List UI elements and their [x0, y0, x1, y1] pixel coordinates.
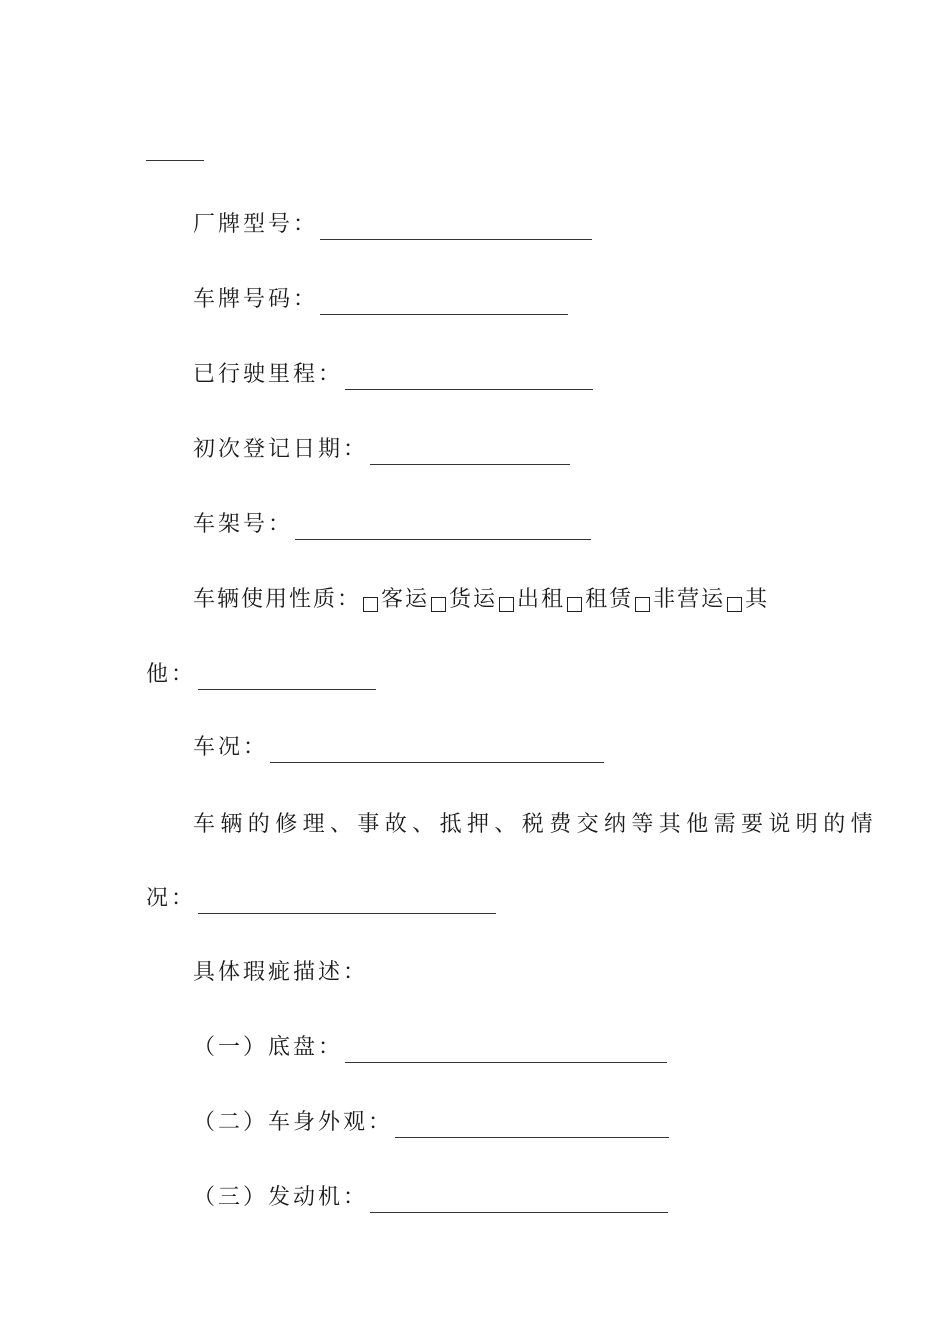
defect-chassis-label: （一）底盘：	[193, 1035, 344, 1060]
plate-number-label: 车牌号码：	[193, 287, 319, 312]
usage-label: 车辆使用性质：	[193, 587, 362, 612]
plate-number-blank[interactable]	[320, 292, 568, 315]
other-info-blank[interactable]	[198, 891, 496, 914]
usage-checkbox-lease[interactable]	[567, 597, 582, 612]
first-registration-label: 初次登记日期：	[193, 437, 369, 462]
defects-heading: 具体瑕疵描述：	[193, 960, 369, 985]
defect-engine-label: （三）发动机：	[193, 1185, 369, 1210]
mileage-blank[interactable]	[345, 367, 593, 390]
defect-body-label: （二）车身外观：	[193, 1110, 394, 1135]
continuation-blank	[146, 160, 204, 161]
condition-label: 车况：	[193, 735, 269, 760]
usage-row	[193, 585, 769, 615]
defects-heading-row	[193, 958, 368, 988]
plate-number-row	[193, 285, 568, 315]
defect-body-row	[193, 1108, 669, 1138]
brand-model-row	[193, 210, 592, 240]
usage-checkbox-taxi[interactable]	[499, 597, 514, 612]
mileage-row	[193, 360, 593, 390]
usage-checkbox-other[interactable]	[727, 597, 742, 612]
usage-checkbox-freight[interactable]	[431, 597, 446, 612]
usage-option-lease: 租赁	[585, 587, 634, 612]
other-info-text: 车辆的修理、事故、抵押、税费交纳等其他需要说明的情	[193, 812, 879, 837]
defect-engine-row	[193, 1183, 668, 1213]
usage-option-passenger: 客运	[381, 587, 430, 612]
condition-row	[193, 733, 604, 763]
brand-model-label: 厂牌型号：	[193, 212, 319, 237]
other-info-row	[193, 810, 878, 840]
usage-option-taxi: 出租	[517, 587, 566, 612]
defect-chassis-row	[193, 1033, 667, 1063]
vin-row	[193, 510, 591, 540]
vin-blank[interactable]	[295, 517, 591, 540]
usage-other-blank[interactable]	[198, 667, 376, 690]
brand-model-blank[interactable]	[320, 217, 592, 240]
usage-option-non-commercial: 非营运	[653, 587, 726, 612]
other-info-cont-label: 况：	[146, 886, 197, 911]
condition-blank[interactable]	[270, 740, 604, 763]
usage-checkbox-passenger[interactable]	[363, 597, 378, 612]
usage-other-row	[146, 660, 376, 690]
first-registration-blank[interactable]	[370, 442, 570, 465]
vin-label: 车架号：	[193, 512, 294, 537]
usage-option-freight: 货运	[449, 587, 498, 612]
first-registration-row	[193, 435, 570, 465]
usage-other-label: 他：	[146, 662, 197, 687]
usage-checkbox-non-commercial[interactable]	[635, 597, 650, 612]
other-info-cont-row	[146, 884, 496, 914]
usage-option-other: 其	[745, 587, 770, 612]
defect-engine-blank[interactable]	[370, 1190, 668, 1213]
mileage-label: 已行驶里程：	[193, 362, 344, 387]
defect-chassis-blank[interactable]	[345, 1040, 667, 1063]
defect-body-blank[interactable]	[395, 1115, 669, 1138]
